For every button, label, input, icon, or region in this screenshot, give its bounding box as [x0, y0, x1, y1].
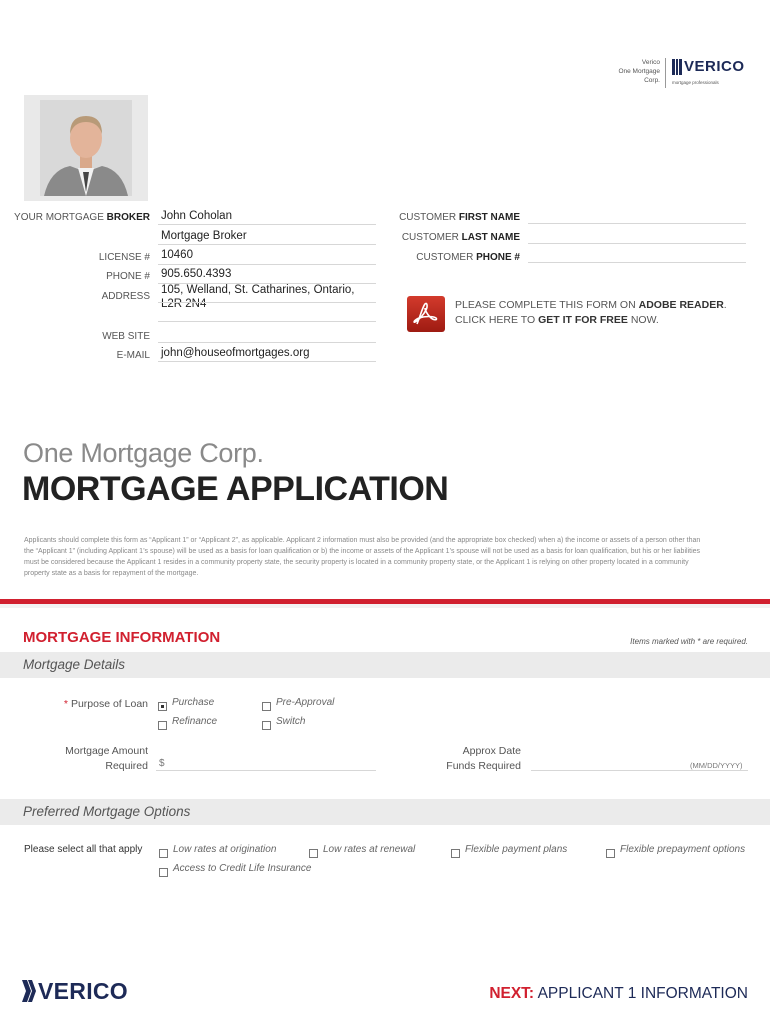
purpose-refinance-checkbox[interactable] — [158, 717, 167, 735]
broker-address-line2: L2R 2N4 — [161, 298, 207, 310]
mortgage-details-title: Mortgage Details — [23, 657, 126, 672]
option-flexible-prepayment-checkbox[interactable] — [606, 845, 615, 863]
purpose-preapproval-label: Pre-Approval — [276, 697, 335, 708]
option-low-rates-origination-label: Low rates at origination — [173, 844, 277, 855]
verico-tagline: mortgage professionals — [672, 80, 719, 85]
verico-brand-icon — [672, 59, 682, 75]
website-label: WEB SITE — [102, 331, 150, 342]
address-label: ADDRESS — [101, 291, 150, 302]
adobe-get-free-link[interactable]: CLICK HERE TO GET IT FOR FREE NOW. — [455, 314, 659, 326]
option-flexible-payment-checkbox[interactable] — [451, 845, 460, 863]
option-low-rates-origination-checkbox[interactable] — [159, 845, 168, 863]
customer-first-name-field[interactable] — [528, 210, 746, 224]
customer-phone-label: CUSTOMER PHONE # — [416, 252, 520, 263]
broker-phone: 905.650.4393 — [161, 268, 232, 280]
adobe-message-line1: PLEASE COMPLETE THIS FORM ON ADOBE READER. — [455, 299, 727, 311]
company-name: One Mortgage Corp. — [23, 438, 264, 468]
option-low-rates-renewal-label: Low rates at renewal — [323, 844, 416, 855]
corp-line-3: Corp. — [644, 77, 660, 84]
date-label: Approx Date Funds Required — [446, 745, 521, 772]
intro-text: Applicants should complete this form as “Applicant 1” or “Applicant 2”, as applicable. Applicant 2 information must also be provided (and the appropriate box checked) when a) the income or assets of a person other than the “Applicant 1” (including Applicant 1’s spouse) will be used as a basis for loan qualification or b) the income or assets of the Applicant 1’s spouse will not be used as a basis for loan qualification, but his or her liabilities must be considered because the Applicant 1 resides in a community property state, the security property is located in a community property state, or the Applicant 1 is relying on other property located in a community property state as a basis for repayment of the mortgage. — [24, 537, 701, 577]
purpose-purchase-label: Purchase — [172, 697, 215, 708]
required-note: Items marked with * are required. — [630, 637, 748, 646]
preferred-options-header — [0, 799, 770, 825]
verico-mark-icon — [22, 980, 38, 1002]
broker-photo-frame — [24, 95, 148, 201]
broker-title: Mortgage Broker — [161, 230, 247, 242]
purpose-purchase-checkbox[interactable] — [158, 698, 167, 716]
email-label: E-MAIL — [116, 350, 150, 361]
purpose-switch-label: Switch — [276, 716, 306, 727]
footer-brand-text: VERICO — [38, 978, 128, 1004]
verico-corp-logo — [612, 58, 752, 92]
customer-phone-field[interactable] — [528, 249, 746, 263]
checkbox-checked — [158, 702, 167, 711]
option-flexible-payment-label: Flexible payment plans — [465, 844, 568, 855]
purpose-preapproval-checkbox[interactable] — [262, 698, 271, 716]
corp-line-1: Verico — [641, 59, 660, 66]
broker-photo — [40, 100, 132, 196]
amount-input[interactable] — [156, 757, 376, 771]
license-label: LICENSE # — [98, 252, 150, 263]
verico-brand-text: VERICO — [684, 58, 745, 75]
broker-name: John Coholan — [161, 210, 232, 222]
mortgage-details-header — [0, 652, 770, 678]
broker-heading: YOUR MORTGAGE BROKER — [14, 212, 150, 223]
amount-label: Mortgage Amount Required — [65, 745, 148, 772]
option-credit-life-checkbox[interactable] — [159, 864, 168, 882]
purpose-switch-checkbox[interactable] — [262, 717, 271, 735]
section-title: MORTGAGE INFORMATION — [23, 629, 221, 646]
preferred-options-title: Preferred Mortgage Options — [23, 804, 191, 819]
customer-last-name-field[interactable] — [528, 230, 746, 244]
page-title: MORTGAGE APPLICATION — [22, 470, 449, 508]
customer-first-name-label: CUSTOMER FIRST NAME — [399, 212, 520, 223]
corp-line-2: One Mortgage — [618, 68, 660, 75]
option-flexible-prepayment-label: Flexible prepayment options — [620, 844, 746, 855]
purpose-label: * Purpose of Loan — [63, 698, 148, 710]
option-credit-life-label: Access to Credit Life Insurance — [173, 863, 312, 874]
option-low-rates-renewal-checkbox[interactable] — [309, 845, 318, 863]
date-hint: (MM/DD/YYYY) — [690, 761, 743, 770]
license-number: 10460 — [161, 249, 193, 261]
amount-prefix: $ — [159, 758, 165, 769]
next-page-link[interactable]: NEXT: APPLICANT 1 INFORMATION — [489, 985, 748, 1002]
options-label: Please select all that apply — [24, 844, 143, 855]
broker-address-line1: 105, Welland, St. Catharines, Ontario, — [161, 284, 355, 296]
broker-email: john@houseofmortgages.org — [161, 347, 310, 359]
customer-last-name-label: CUSTOMER LAST NAME — [401, 232, 520, 243]
phone-label: PHONE # — [106, 271, 150, 282]
adobe-reader-icon[interactable] — [407, 296, 445, 332]
purpose-refinance-label: Refinance — [172, 716, 218, 727]
